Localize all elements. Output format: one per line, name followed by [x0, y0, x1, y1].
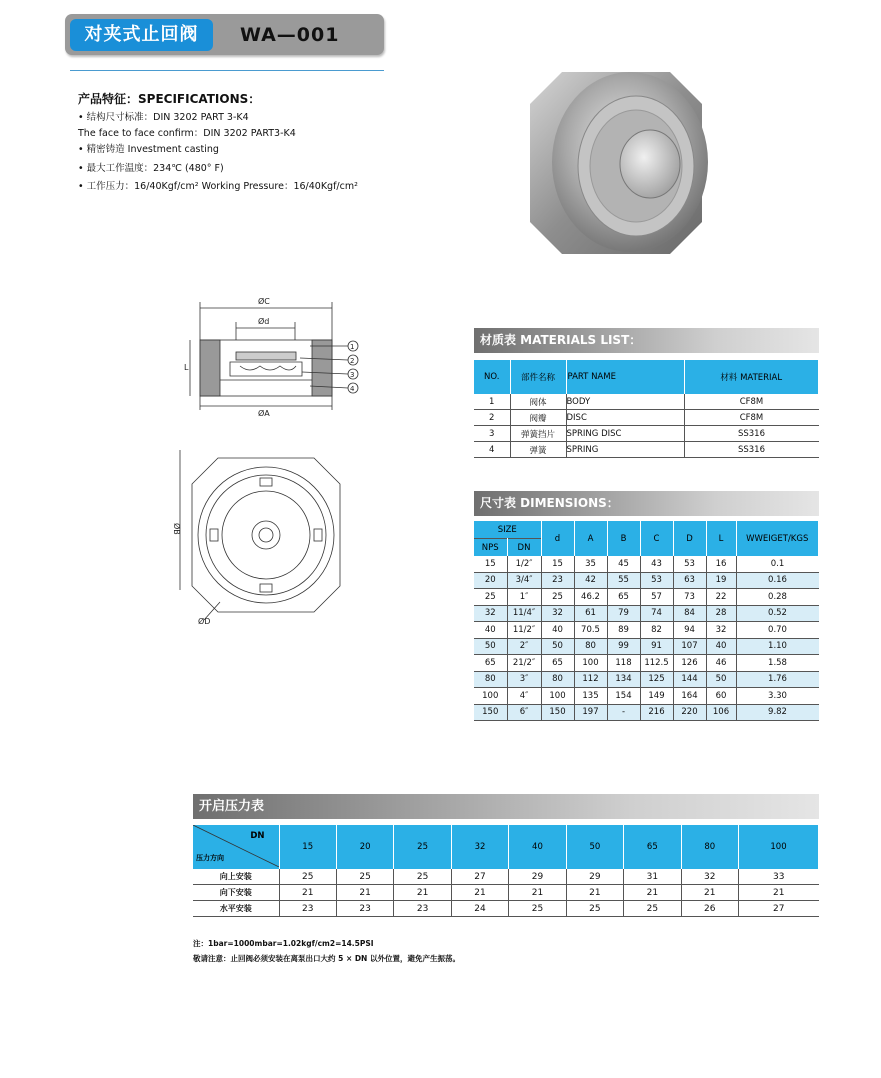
cell: 50 [474, 638, 507, 655]
spec-line: • 工作压力：16/40Kgf/cm² Working Pressure：16/40Kgf/cm² [78, 181, 358, 192]
cell: 21 [509, 885, 566, 901]
cell: 80 [574, 638, 607, 655]
cell: 125 [640, 671, 673, 688]
cell: 144 [673, 671, 706, 688]
cell: 40 [474, 622, 507, 639]
notes [193, 936, 460, 966]
cell: 1 [474, 394, 510, 410]
cell: 216 [640, 704, 673, 721]
cell: SPRING DISC [566, 426, 684, 442]
col-size: SIZE [474, 521, 541, 539]
cell: 0.16 [736, 572, 819, 589]
cell: 106 [706, 704, 736, 721]
cell: 25 [394, 869, 451, 885]
materials-title: 材质表 MATERIALS LIST： [480, 333, 642, 347]
cell: 阀瓣 [510, 410, 566, 426]
cell: 28 [706, 605, 736, 622]
cell: 25 [566, 901, 623, 917]
cell: 100 [541, 688, 574, 705]
note-line: 注：1bar=1000mbar=1.02kgf/cm2=14.5PSI [193, 939, 374, 948]
product-photo [520, 62, 710, 277]
cell: 25 [336, 869, 393, 885]
cell: 112 [574, 671, 607, 688]
corner-dn: DN [250, 831, 265, 841]
cell: 3″ [507, 671, 541, 688]
cell: SPRING [566, 442, 684, 458]
cell: 32 [681, 869, 738, 885]
table-row [474, 605, 819, 622]
cell: 107 [673, 638, 706, 655]
cell: 1.76 [736, 671, 819, 688]
row-label: 水平安装 [193, 901, 279, 917]
cell: 21 [451, 885, 508, 901]
cell: 21/2″ [507, 655, 541, 672]
opening-pressure-table [193, 825, 819, 917]
table-row [193, 885, 819, 901]
cell: DISC [566, 410, 684, 426]
cell: 43 [640, 556, 673, 572]
cell: 31 [624, 869, 681, 885]
cell: SS316 [684, 442, 819, 458]
materials-title-bar [474, 328, 819, 353]
cell: 74 [640, 605, 673, 622]
cell: 3.30 [736, 688, 819, 705]
cell: 0.1 [736, 556, 819, 572]
cell: 89 [607, 622, 640, 639]
cell: 150 [474, 704, 507, 721]
cell: 阀体 [510, 394, 566, 410]
col-L: L [706, 521, 736, 556]
cell: CF8M [684, 394, 819, 410]
cell: 2″ [507, 638, 541, 655]
table-row [474, 556, 819, 572]
row-label: 向上安装 [193, 869, 279, 885]
cell: 164 [673, 688, 706, 705]
cell: 55 [607, 572, 640, 589]
cell: 25 [624, 901, 681, 917]
cell: 84 [673, 605, 706, 622]
cell: 23 [279, 901, 336, 917]
cell: 11/2″ [507, 622, 541, 639]
cell: CF8M [684, 410, 819, 426]
cell: BODY [566, 394, 684, 410]
cell: 3 [474, 426, 510, 442]
table-row [474, 688, 819, 705]
label-D: ØD [198, 617, 211, 626]
cell: 94 [673, 622, 706, 639]
cell: 1/2″ [507, 556, 541, 572]
label-B: ØB [172, 523, 181, 535]
cell: 21 [739, 885, 819, 901]
cell: 21 [681, 885, 738, 901]
cell: 32 [474, 605, 507, 622]
cell: 33 [739, 869, 819, 885]
cell: 23 [336, 901, 393, 917]
row-label: 向下安装 [193, 885, 279, 901]
dn-col: 15 [279, 825, 336, 869]
callout-1: 1 [350, 343, 355, 351]
cell: 0.28 [736, 589, 819, 606]
cell: 11/4″ [507, 605, 541, 622]
cell: 4″ [507, 688, 541, 705]
cell: 126 [673, 655, 706, 672]
cell: 46.2 [574, 589, 607, 606]
cell: 16 [706, 556, 736, 572]
note-line: 敬请注意：止回阀必须安装在离泵出口大约 5 × DN 以外位置，避免产生振荡。 [193, 954, 460, 963]
cell: 29 [566, 869, 623, 885]
cell: 23 [541, 572, 574, 589]
col-nps: NPS [474, 539, 507, 557]
cell: 65 [607, 589, 640, 606]
col-C: C [640, 521, 673, 556]
dn-col: 40 [509, 825, 566, 869]
dn-col: 20 [336, 825, 393, 869]
cell: 57 [640, 589, 673, 606]
cell: 32 [706, 622, 736, 639]
cell: 25 [509, 901, 566, 917]
cell: 91 [640, 638, 673, 655]
table-row [474, 655, 819, 672]
cell: 73 [673, 589, 706, 606]
col-A: A [574, 521, 607, 556]
dn-col: 50 [566, 825, 623, 869]
cell: 20 [474, 572, 507, 589]
cell: 35 [574, 556, 607, 572]
cell: 99 [607, 638, 640, 655]
opening-pressure-title-bar [193, 794, 819, 819]
table-row [474, 638, 819, 655]
cell: 135 [574, 688, 607, 705]
cell: 24 [451, 901, 508, 917]
cell: 32 [541, 605, 574, 622]
table-row [474, 622, 819, 639]
header-divider [70, 70, 384, 71]
col-B: B [607, 521, 640, 556]
cell: 15 [541, 556, 574, 572]
cell: 1.10 [736, 638, 819, 655]
table-row [193, 869, 819, 885]
callout-2: 2 [350, 357, 355, 365]
cell: 21 [336, 885, 393, 901]
callout-4: 4 [350, 385, 355, 393]
cell: 27 [739, 901, 819, 917]
cell: 197 [574, 704, 607, 721]
cell: 25 [474, 589, 507, 606]
dn-col: 32 [451, 825, 508, 869]
dimensions-table [474, 521, 819, 721]
cell: 2 [474, 410, 510, 426]
cell: 220 [673, 704, 706, 721]
cell: 112.5 [640, 655, 673, 672]
cell: 134 [607, 671, 640, 688]
cell: 45 [607, 556, 640, 572]
cell: 弹簧挡片 [510, 426, 566, 442]
cell: 46 [706, 655, 736, 672]
col-material: 材料 MATERIAL [684, 360, 819, 394]
table-row [474, 410, 819, 426]
technical-drawing [160, 290, 380, 630]
label-d: Ød [258, 317, 270, 326]
cell: 6″ [507, 704, 541, 721]
corner-header [193, 825, 279, 869]
cell: 25 [541, 589, 574, 606]
cell: 21 [394, 885, 451, 901]
cell: 65 [474, 655, 507, 672]
cell: 63 [673, 572, 706, 589]
table-row [474, 704, 819, 721]
cell: 50 [706, 671, 736, 688]
cell: 1.58 [736, 655, 819, 672]
cell: 9.82 [736, 704, 819, 721]
col-D: D [673, 521, 706, 556]
cell: 21 [624, 885, 681, 901]
cell: 50 [541, 638, 574, 655]
product-title: 对夹式止回阀 [70, 19, 213, 51]
cell: 22 [706, 589, 736, 606]
dn-col: 25 [394, 825, 451, 869]
cell: 154 [607, 688, 640, 705]
cell: 61 [574, 605, 607, 622]
cell: 1″ [507, 589, 541, 606]
cell: SS316 [684, 426, 819, 442]
specifications [78, 90, 458, 197]
col-d: d [541, 521, 574, 556]
table-row [474, 572, 819, 589]
dn-col: 80 [681, 825, 738, 869]
cell: 53 [640, 572, 673, 589]
cell: 82 [640, 622, 673, 639]
table-row [474, 394, 819, 410]
cell: 80 [541, 671, 574, 688]
spec-line: • 精密铸造 Investment casting [78, 144, 219, 155]
materials-table [474, 360, 819, 458]
cell: 27 [451, 869, 508, 885]
cell: 60 [706, 688, 736, 705]
col-part-cn: 部件名称 [510, 360, 566, 394]
cell: 21 [566, 885, 623, 901]
cell: 21 [279, 885, 336, 901]
corner-direction: 压力方向 [196, 854, 224, 862]
specifications-heading: 产品特征：SPECIFICATIONS： [78, 92, 261, 106]
cell: 70.5 [574, 622, 607, 639]
table-row [474, 426, 819, 442]
table-row [474, 671, 819, 688]
table-row [474, 442, 819, 458]
callout-3: 3 [350, 371, 355, 379]
label-L: L [184, 363, 189, 372]
cell: 4 [474, 442, 510, 458]
label-A: ØA [258, 409, 270, 418]
col-part-en: PART NAME [566, 360, 684, 394]
spec-line: • 结构尺寸标准：DIN 3202 PART 3-K4 [78, 111, 249, 123]
cell: 3/4″ [507, 572, 541, 589]
cell: 40 [706, 638, 736, 655]
table-row [474, 589, 819, 606]
cell: 150 [541, 704, 574, 721]
cell: 15 [474, 556, 507, 572]
spec-line: The face to face confirm：DIN 3202 PART3-K4 [78, 128, 296, 139]
spec-line: • 最大工作温度：234℃ (480° F) [78, 162, 224, 174]
dn-col: 65 [624, 825, 681, 869]
cell: 26 [681, 901, 738, 917]
cell: 53 [673, 556, 706, 572]
table-row [193, 901, 819, 917]
dimensions-title: 尺寸表 DIMENSIONS： [480, 496, 619, 510]
cell: 25 [279, 869, 336, 885]
col-dn: DN [507, 539, 541, 557]
dn-col: 100 [739, 825, 819, 869]
cell: 100 [574, 655, 607, 672]
cell: 149 [640, 688, 673, 705]
cell: 42 [574, 572, 607, 589]
dimensions-title-bar [474, 491, 819, 516]
cell: 0.52 [736, 605, 819, 622]
cell: 80 [474, 671, 507, 688]
cell: 79 [607, 605, 640, 622]
cell: 弹簧 [510, 442, 566, 458]
opening-pressure-title: 开启压力表 [199, 799, 265, 814]
cell: 19 [706, 572, 736, 589]
cell: 40 [541, 622, 574, 639]
cell: 29 [509, 869, 566, 885]
cell: 23 [394, 901, 451, 917]
label-C: ØC [258, 297, 270, 306]
model-number: WA—001 [240, 24, 340, 46]
cell: 65 [541, 655, 574, 672]
col-weight: WWEIGET/KGS [736, 521, 819, 556]
cell: 100 [474, 688, 507, 705]
cell: - [607, 704, 640, 721]
cell: 0.70 [736, 622, 819, 639]
col-no: NO. [474, 360, 510, 394]
cell: 118 [607, 655, 640, 672]
